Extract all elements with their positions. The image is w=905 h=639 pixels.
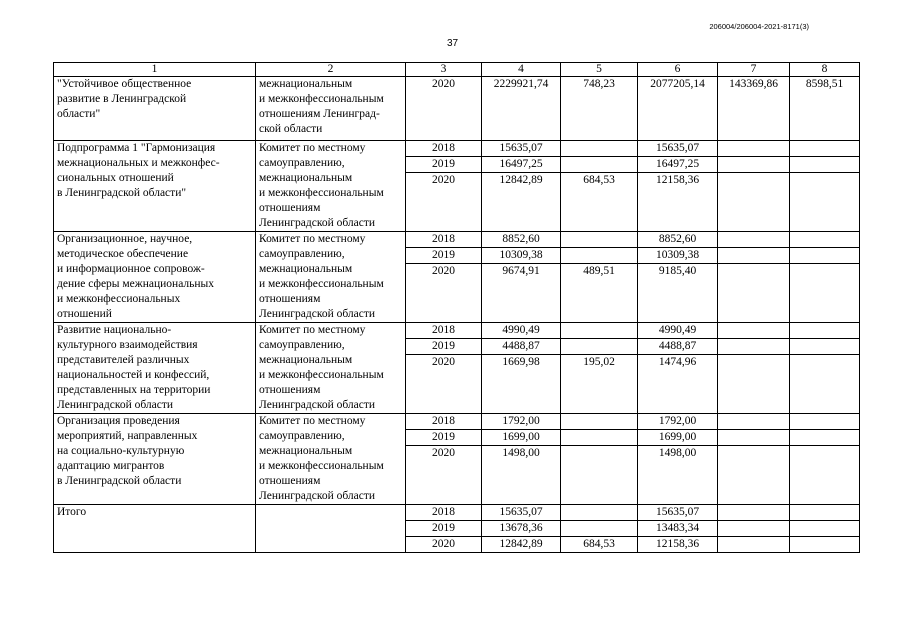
executor-cell-line: Ленинградской области: [259, 308, 376, 320]
program-name-cell-line: представителей различных: [57, 354, 190, 366]
program-name-cell: [54, 505, 256, 553]
regional-cell: 2077205,14: [638, 77, 718, 141]
program-name-cell-line: и межконфессиональных: [57, 293, 181, 305]
year-cell: 2018: [406, 414, 482, 430]
executor-cell-line: межнациональным: [259, 172, 353, 184]
other-cell: [790, 430, 860, 446]
table-row: [54, 141, 860, 157]
program-name-cell: [54, 323, 256, 414]
column-header: 4: [482, 63, 561, 77]
executor-cell-line: Комитет по местному: [259, 142, 366, 154]
program-name-cell: [54, 232, 256, 323]
other-cell: [790, 414, 860, 430]
program-name-cell-line: "Устойчивое общественное: [57, 78, 192, 90]
year-cell: 2020: [406, 77, 482, 141]
local-cell: [718, 323, 790, 339]
regional-cell: 10309,38: [638, 248, 718, 264]
other-cell: 8598,51: [790, 77, 860, 141]
executor-cell-line: Комитет по местному: [259, 324, 366, 336]
executor-cell-line: Ленинградской области: [259, 490, 376, 502]
executor-cell-line: самоуправлению,: [259, 157, 345, 169]
federal-cell: [561, 157, 638, 173]
program-name-cell-line: культурного взаимодействия: [57, 339, 198, 351]
column-number-row: [54, 63, 860, 77]
program-name-cell-line: на социально-культурную: [57, 445, 185, 457]
regional-cell: 12158,36: [638, 173, 718, 232]
executor-cell-line: отношениям Ленинград-: [259, 108, 380, 120]
executor-cell-line: и межконфессиональным: [259, 278, 384, 290]
page-number: 37: [446, 38, 459, 49]
program-name-cell-line: адаптацию мигрантов: [57, 460, 165, 472]
local-cell: [718, 232, 790, 248]
executor-cell-line: межнациональным: [259, 78, 353, 90]
total-cell: 1669,98: [482, 355, 561, 414]
executor-cell-line: Ленинградской области: [259, 217, 376, 229]
other-cell: [790, 537, 860, 553]
local-cell: [718, 248, 790, 264]
total-cell: 13678,36: [482, 521, 561, 537]
total-cell: 1498,00: [482, 446, 561, 505]
local-cell: [718, 521, 790, 537]
federal-cell: [561, 505, 638, 521]
year-cell: 2020: [406, 355, 482, 414]
executor-cell-line: и межконфессиональным: [259, 187, 384, 199]
program-name-cell-line: в Ленинградской области": [57, 187, 187, 199]
federal-cell: [561, 323, 638, 339]
executor-cell-line: межнациональным: [259, 263, 353, 275]
federal-cell: [561, 521, 638, 537]
other-cell: [790, 173, 860, 232]
program-name-cell-line: Организационное, научное,: [57, 233, 193, 245]
program-name-cell-line: сиональных отношений: [57, 172, 174, 184]
total-cell: 4990,49: [482, 323, 561, 339]
executor-cell: [256, 323, 406, 414]
year-cell: 2019: [406, 430, 482, 446]
executor-cell-line: отношениям: [259, 202, 321, 214]
local-cell: [718, 173, 790, 232]
regional-cell: 4990,49: [638, 323, 718, 339]
table-row: [54, 323, 860, 339]
federal-cell: [561, 430, 638, 446]
total-cell: 8852,60: [482, 232, 561, 248]
program-name-cell-line: дение сферы межнациональных: [57, 278, 215, 290]
federal-cell: [561, 248, 638, 264]
document-id: 206004/206004-2021-8171(3): [709, 22, 809, 31]
total-cell: 12842,89: [482, 173, 561, 232]
year-cell: 2019: [406, 157, 482, 173]
table-row: [54, 77, 860, 141]
other-cell: [790, 248, 860, 264]
local-cell: [718, 446, 790, 505]
local-cell: [718, 355, 790, 414]
regional-cell: 9185,40: [638, 264, 718, 323]
federal-cell: [561, 414, 638, 430]
regional-cell: 1498,00: [638, 446, 718, 505]
program-name-cell-line: в Ленинградской области: [57, 475, 182, 487]
total-cell: 15635,07: [482, 505, 561, 521]
regional-cell: 1699,00: [638, 430, 718, 446]
program-name-cell-line: Итого: [57, 506, 87, 518]
executor-cell-line: и межконфессиональным: [259, 369, 384, 381]
program-name-cell-line: отношений: [57, 308, 112, 320]
program-name-cell-line: методическое обеспечение: [57, 248, 189, 260]
local-cell: [718, 537, 790, 553]
executor-cell-line: отношениям: [259, 475, 321, 487]
table-row: [54, 414, 860, 430]
program-name-cell-line: области": [57, 108, 101, 120]
year-cell: 2020: [406, 446, 482, 505]
total-cell: 9674,91: [482, 264, 561, 323]
executor-cell-line: Комитет по местному: [259, 233, 366, 245]
budget-table: [53, 62, 860, 553]
other-cell: [790, 323, 860, 339]
year-cell: 2019: [406, 248, 482, 264]
total-cell: 12842,89: [482, 537, 561, 553]
table-row: [54, 232, 860, 248]
executor-cell: [256, 414, 406, 505]
regional-cell: 13483,34: [638, 521, 718, 537]
regional-cell: 15635,07: [638, 505, 718, 521]
executor-cell: [256, 77, 406, 141]
year-cell: 2018: [406, 323, 482, 339]
regional-cell: 16497,25: [638, 157, 718, 173]
column-header: 5: [561, 63, 638, 77]
year-cell: 2019: [406, 339, 482, 355]
total-cell: 15635,07: [482, 141, 561, 157]
year-cell: 2018: [406, 141, 482, 157]
local-cell: [718, 505, 790, 521]
program-name-cell-line: и информационное сопровож-: [57, 263, 205, 275]
federal-cell: 489,51: [561, 264, 638, 323]
year-cell: 2020: [406, 264, 482, 323]
column-header: 1: [54, 63, 256, 77]
other-cell: [790, 446, 860, 505]
total-cell: 1699,00: [482, 430, 561, 446]
year-cell: 2019: [406, 521, 482, 537]
year-cell: 2018: [406, 505, 482, 521]
total-cell: 10309,38: [482, 248, 561, 264]
executor-cell-line: отношениям: [259, 293, 321, 305]
executor-cell-line: межнациональным: [259, 354, 353, 366]
executor-cell-line: и межконфессиональным: [259, 460, 384, 472]
program-name-cell: [54, 141, 256, 232]
regional-cell: 1474,96: [638, 355, 718, 414]
other-cell: [790, 141, 860, 157]
federal-cell: 684,53: [561, 173, 638, 232]
program-name-cell-line: межнациональных и межконфес-: [57, 157, 220, 169]
other-cell: [790, 264, 860, 323]
year-cell: 2020: [406, 173, 482, 232]
executor-cell-line: и межконфессиональным: [259, 93, 384, 105]
local-cell: [718, 264, 790, 323]
executor-cell-line: ской области: [259, 123, 323, 135]
federal-cell: [561, 141, 638, 157]
regional-cell: 4488,87: [638, 339, 718, 355]
executor-cell: [256, 232, 406, 323]
executor-cell-line: отношениям: [259, 384, 321, 396]
executor-cell-line: самоуправлению,: [259, 430, 345, 442]
other-cell: [790, 505, 860, 521]
table-row: [54, 505, 860, 521]
regional-cell: 12158,36: [638, 537, 718, 553]
federal-cell: 684,53: [561, 537, 638, 553]
total-cell: 2229921,74: [482, 77, 561, 141]
executor-cell: [256, 141, 406, 232]
column-header: 6: [638, 63, 718, 77]
executor-cell: [256, 505, 406, 553]
total-cell: 4488,87: [482, 339, 561, 355]
program-name-cell-line: мероприятий, направленных: [57, 430, 198, 442]
other-cell: [790, 157, 860, 173]
regional-cell: 1792,00: [638, 414, 718, 430]
regional-cell: 15635,07: [638, 141, 718, 157]
program-name-cell-line: представленных на территории: [57, 384, 211, 396]
total-cell: 16497,25: [482, 157, 561, 173]
regional-cell: 8852,60: [638, 232, 718, 248]
other-cell: [790, 339, 860, 355]
column-header: 7: [718, 63, 790, 77]
program-name-cell-line: Ленинградской области: [57, 399, 174, 411]
local-cell: [718, 430, 790, 446]
local-cell: [718, 339, 790, 355]
local-cell: [718, 157, 790, 173]
local-cell: 143369,86: [718, 77, 790, 141]
local-cell: [718, 141, 790, 157]
total-cell: 1792,00: [482, 414, 561, 430]
column-header: 8: [790, 63, 860, 77]
other-cell: [790, 232, 860, 248]
program-name-cell-line: национальностей и конфессий,: [57, 369, 210, 381]
program-name-cell: [54, 77, 256, 141]
federal-cell: [561, 446, 638, 505]
executor-cell-line: Комитет по местному: [259, 415, 366, 427]
program-name-cell-line: Подпрограмма 1 "Гармонизация: [57, 142, 216, 154]
program-name-cell: [54, 414, 256, 505]
federal-cell: 748,23: [561, 77, 638, 141]
program-name-cell-line: развитие в Ленинградской: [57, 93, 187, 105]
federal-cell: [561, 232, 638, 248]
executor-cell-line: самоуправлению,: [259, 248, 345, 260]
column-header: 3: [406, 63, 482, 77]
other-cell: [790, 521, 860, 537]
year-cell: 2020: [406, 537, 482, 553]
program-name-cell-line: Развитие национально-: [57, 324, 172, 336]
federal-cell: 195,02: [561, 355, 638, 414]
other-cell: [790, 355, 860, 414]
local-cell: [718, 414, 790, 430]
executor-cell-line: самоуправлению,: [259, 339, 345, 351]
executor-cell-line: Ленинградской области: [259, 399, 376, 411]
federal-cell: [561, 339, 638, 355]
year-cell: 2018: [406, 232, 482, 248]
executor-cell-line: межнациональным: [259, 445, 353, 457]
program-name-cell-line: Организация проведения: [57, 415, 180, 427]
column-header: 2: [256, 63, 406, 77]
